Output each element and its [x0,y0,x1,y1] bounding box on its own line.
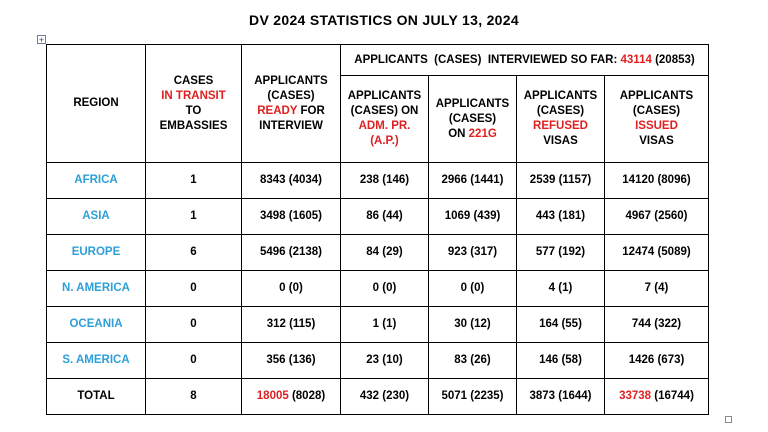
header-text: (CASES) [632,105,681,117]
issued-cell: 7 (4) [605,271,709,307]
header-text: INTERVIEW [259,119,323,132]
ready-total-cases: (8028) [288,390,326,402]
header-text: APPLICANTS [347,90,422,102]
issued-cell: 12474 (5089) [605,235,709,271]
statistics-table [46,44,709,415]
header-text: VISAS [639,135,674,147]
resize-icon[interactable] [725,416,732,423]
header-text-highlight: REFUSED [533,120,588,132]
header-text: APPLICANTS (CASES) INTERVIEWED SO FAR: [354,53,621,66]
issued-cell: 14120 (8096) [605,163,709,199]
header-text: CASES [173,74,214,87]
header-text-highlight: ISSUED [635,120,678,132]
header-text: ON [448,127,469,140]
header-text-highlight: IN TRANSIT [161,89,226,102]
transit-cell: 0 [146,271,242,307]
total-row [47,379,709,415]
header-text-highlight: 221G [468,127,497,140]
refused-cell: 443 (181) [517,199,605,235]
issued-cell: 1426 (673) [605,343,709,379]
region-cell: AFRICA [47,163,146,199]
table-row [47,343,709,379]
ready-cell: 0 (0) [242,271,341,307]
221g-cell: 30 (12) [429,307,517,343]
header-text-highlight: READY [257,104,298,117]
221g-cell: 1069 (439) [429,199,517,235]
transit-cell: 0 [146,307,242,343]
header-ready [242,45,341,163]
header-adm-pr [341,76,429,163]
total-label: TOTAL [47,379,146,415]
table-row [47,307,709,343]
transit-cell: 1 [146,199,242,235]
ready-cell: 5496 (2138) [242,235,341,271]
221g-cell: 2966 (1441) [429,163,517,199]
header-text: VISAS [543,135,578,147]
ap-cell: 1 (1) [341,307,429,343]
refused-cell: 4 (1) [517,271,605,307]
ready-cell: 8343 (4034) [242,163,341,199]
header-interviewed [341,45,709,76]
header-refused [517,76,605,163]
ap-cell: 84 (29) [341,235,429,271]
ready-cell: 356 (136) [242,343,341,379]
header-in-transit [146,45,242,163]
issued-cell: 744 (322) [605,307,709,343]
header-text: APPLICANTS [523,90,598,102]
refused-cell: 3873 (1644) [517,379,605,415]
header-text: (CASES) [267,89,315,102]
header-issued [605,76,709,163]
table-row [47,235,709,271]
ap-cell: 23 (10) [341,343,429,379]
ready-total-highlight: 18005 [256,390,289,402]
table-row [47,199,709,235]
header-text: (CASES) ON [350,105,419,117]
refused-cell: 146 (58) [517,343,605,379]
ready-cell [242,379,341,415]
header-221g [429,76,517,163]
221g-cell: 5071 (2235) [429,379,517,415]
header-text: EMBASSIES [159,119,228,132]
interviewed-total: 43114 [620,53,652,66]
region-cell: ASIA [47,199,146,235]
header-text: (20853) [651,53,695,66]
table-row [47,271,709,307]
221g-cell: 0 (0) [429,271,517,307]
221g-cell: 923 (317) [429,235,517,271]
header-text: (CASES) [536,105,585,117]
header-text: APPLICANTS [254,74,328,87]
refused-cell: 577 (192) [517,235,605,271]
ready-cell: 312 (115) [242,307,341,343]
issued-total-highlight: 33738 [619,390,652,402]
header-text: (CASES) [448,112,497,125]
transit-cell: 8 [146,379,242,415]
header-text: APPLICANTS [619,90,694,102]
refused-cell: 164 (55) [517,307,605,343]
region-cell: S. AMERICA [47,343,146,379]
ap-cell: 238 (146) [341,163,429,199]
transit-cell: 6 [146,235,242,271]
header-text-highlight: ADM. PR. [358,120,411,132]
document-title: DV 2024 STATISTICS ON JULY 13, 2024 [249,12,519,28]
221g-cell: 83 (26) [429,343,517,379]
move-icon[interactable]: + [38,35,45,45]
header-text-highlight: (A.P.) [370,135,399,147]
ap-cell: 0 (0) [341,271,429,307]
issued-total-cases: (16744) [651,390,694,402]
issued-cell: 4967 (2560) [605,199,709,235]
transit-cell: 0 [146,343,242,379]
ap-cell: 432 (230) [341,379,429,415]
header-region: REGION [47,45,146,163]
ap-cell: 86 (44) [341,199,429,235]
transit-cell: 1 [146,163,242,199]
region-cell: OCEANIA [47,307,146,343]
ready-cell: 3498 (1605) [242,199,341,235]
header-text: FOR [297,104,325,117]
refused-cell: 2539 (1157) [517,163,605,199]
header-text: TO [185,104,202,117]
issued-cell [605,379,709,415]
region-cell: N. AMERICA [47,271,146,307]
table-row [47,163,709,199]
header-text: APPLICANTS [435,97,510,110]
region-cell: EUROPE [47,235,146,271]
